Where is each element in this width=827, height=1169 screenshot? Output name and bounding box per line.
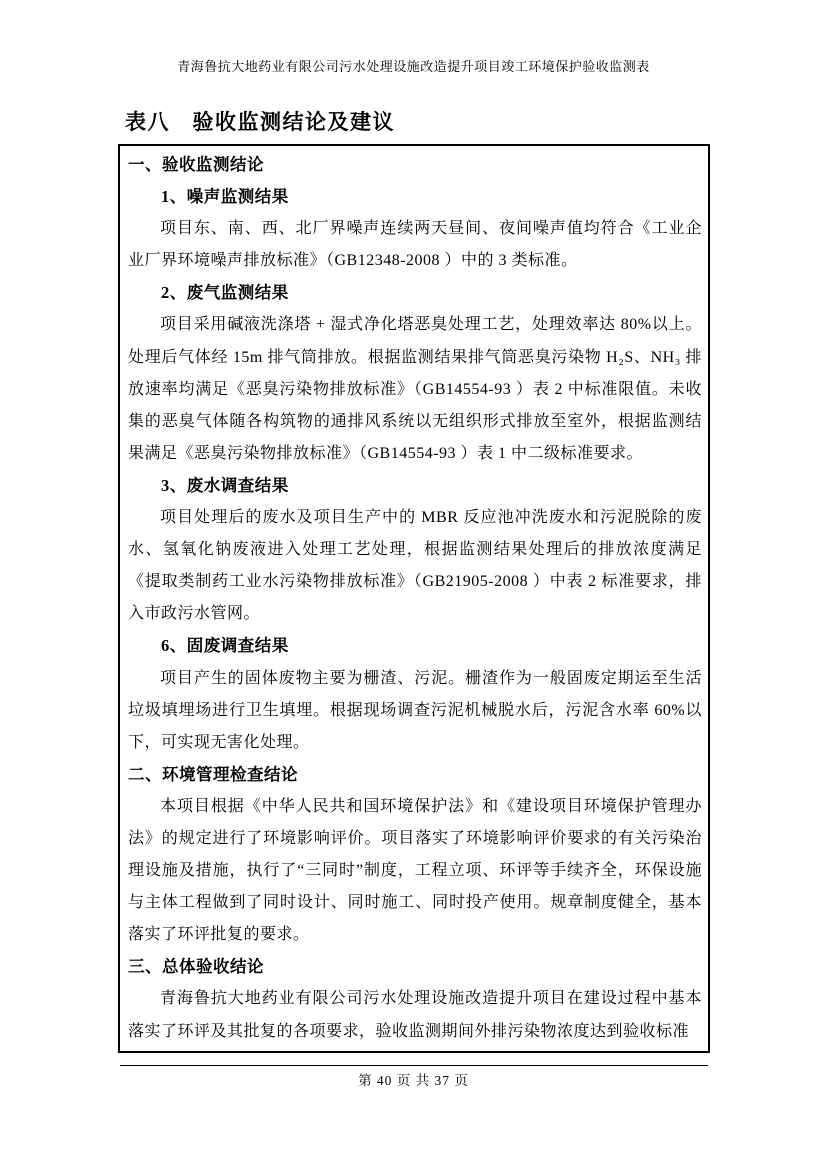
conclusion-table-cell: [118, 144, 710, 1053]
section-heading-monitoring-conclusion: 一、验收监测结论: [128, 155, 264, 174]
subsection-heading-solid-waste: 6、固废调查结果: [161, 636, 289, 656]
page-title: 表八 验收监测结论及建议: [125, 110, 395, 134]
subsection-heading-noise: 1、噪声监测结果: [161, 187, 289, 207]
paragraph-solid-waste-result: 项目产生的固体废物主要为栅渣、污泥。栅渣作为一般固废定期运至生活垃圾填埋场进行卫生填埋。根据现场调查污泥机械脱水后，污泥含水率 60%以下，可实现无害化处理。: [128, 669, 702, 751]
paragraph-overall-conclusion: 青海鲁抗大地药业有限公司污水处理设施改造提升项目在建设过程中基本落实了环评及其批复的各项要求，验收监测期间外排污染物浓度达到验收标准: [128, 990, 702, 1040]
paragraph-waste-gas-result: 项目采用碱液洗涤塔 + 湿式净化塔恶臭处理工艺，处理效率达 80%以上。处理后气体经 15m 排气筒排放。根据监测结果排气筒恶臭污染物 H₂S、NH₃ 排放速率均满足《恶臭污染物排放标准》（GB14554-93 ）表 2 中标准限值。未收集的恶臭气体随各构筑物的通排风系统以无组织形式排放至室外，根据监测结果满足《恶臭污染物排放标准》（GB14554-93 ）表 1 中二级标准要求。: [128, 316, 702, 462]
subsection-heading-waste-gas: 2、废气监测结果: [161, 283, 289, 303]
paragraph-noise-result: 项目东、南、西、北厂界噪声连续两天昼间、夜间噪声值均符合《工业企业厂界环境噪声排放标准》（GB12348-2008 ）中的 3 类标准。: [128, 220, 702, 270]
paragraph-waste-water-result: 项目处理后的废水及项目生产中的 MBR 反应池冲洗废水和污泥脱除的废水、氢氧化钠废液进入处理工艺处理，根据监测结果处理后的排放浓度满足《提取类制药工业水污染物排放标准》（GB21905-2008 ）中表 2 标准要求，排入市政污水管网。: [128, 509, 702, 623]
paragraph-env-management: 本项目根据《中华人民共和国环境保护法》和《建设项目环境保护管理办法》的规定进行了环境影响评价。项目落实了环境影响评价要求的有关污染治理设施及措施，执行了“三同时”制度，工程立项、环评等手续齐全，环保设施与主体工程做到了同时设计、同时施工、同时投产使用。规章制度健全，基本落实了环评批复的要求。: [128, 797, 702, 944]
page-header-title: 青海鲁抗大地药业有限公司污水处理设施改造提升项目竣工环境保护验收监测表: [177, 59, 650, 74]
page-number: 第 40 页 共 37 页: [358, 1073, 469, 1088]
section-heading-env-management: 二、环境管理检查结论: [128, 764, 298, 784]
footer-divider: [120, 1065, 708, 1066]
section-heading-overall-conclusion: 三、总体验收结论: [128, 957, 264, 977]
subsection-heading-waste-water: 3、废水调查结果: [161, 475, 289, 495]
